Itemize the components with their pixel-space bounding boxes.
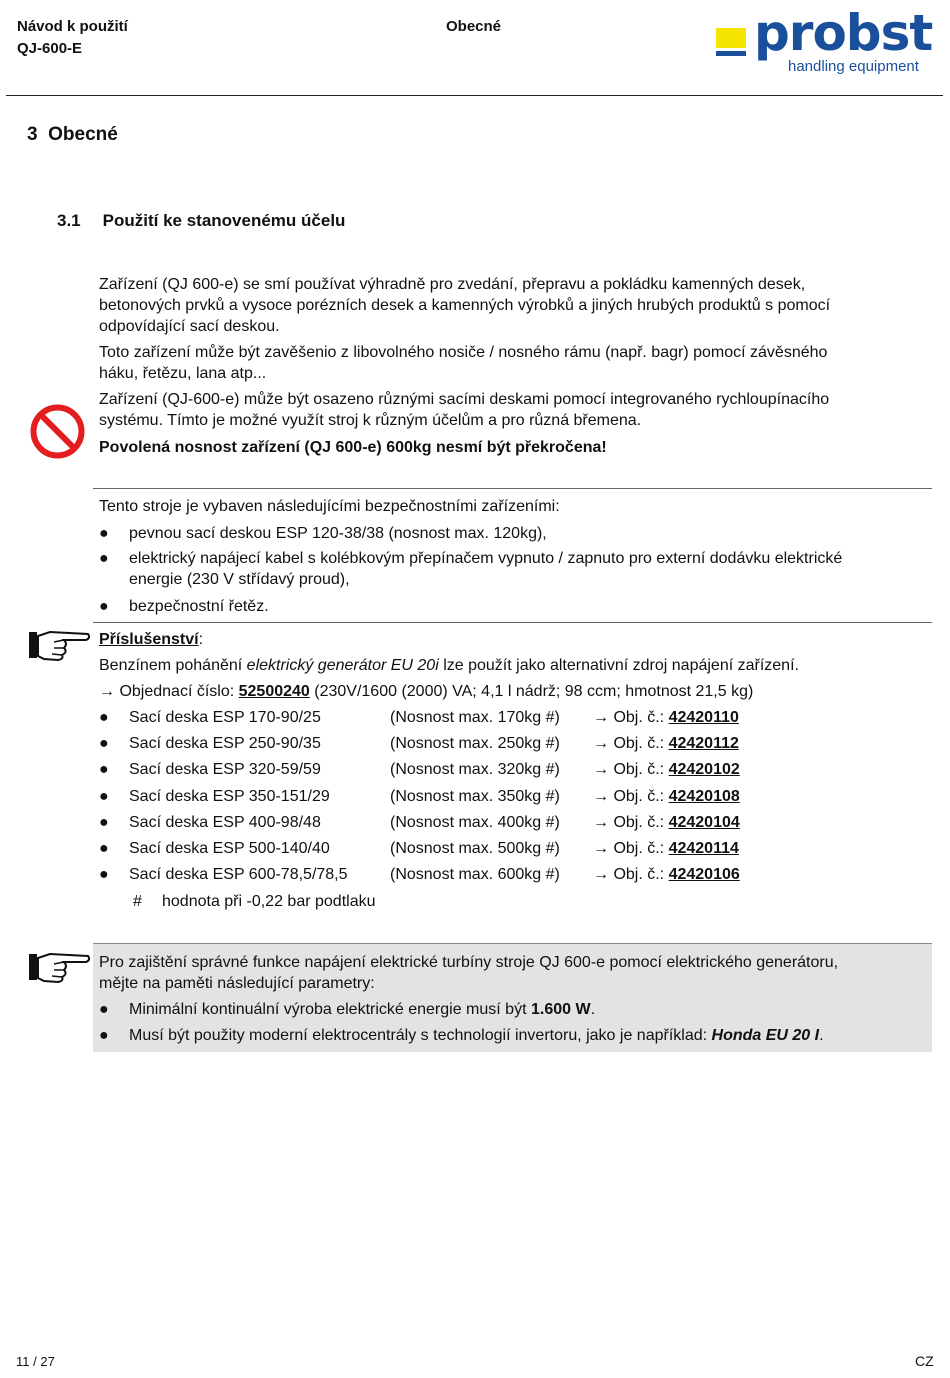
order-label: → Obj. č.: bbox=[593, 761, 669, 779]
plate-name: Sací deska ESP 250-90/35 bbox=[129, 735, 321, 753]
note-line: mějte na paměti následující parametry: bbox=[99, 975, 375, 992]
order-number: 42420110 bbox=[668, 709, 739, 726]
chapter-heading: 3 Obecné bbox=[27, 124, 118, 145]
suction-plate-row: ● Sací deska ESP 600-78,5/78,5 (Nosnost max. 600kg #) → Obj. č.: 42420106 bbox=[99, 866, 740, 884]
section-label: Obecné bbox=[446, 18, 502, 35]
list-item: ● elektrický napájecí kabel s kolébkovým přepínačem vypnuto / zapnuto pro externí dodávku elektrické bbox=[99, 550, 843, 567]
page-number: 11 / 27 bbox=[16, 1354, 55, 1369]
paragraph-line: systému. Tímto je možné využít stroj k různým účelům a pro různá břemena. bbox=[99, 412, 642, 429]
list-item-cont: energie (230 V střídavý proud), bbox=[129, 571, 350, 588]
paragraph-line: Zařízení (QJ 600-e) se smí používat výhradně pro zvedání, přepravu a pokládku kamenných desek, bbox=[99, 276, 806, 293]
generator-order: → Objednací číslo: 52500240 (230V/1600 (2000) VA; 4,1 l nádrž; 98 ccm; hmotnost 21,5 kg) bbox=[99, 683, 754, 700]
plate-capacity: (Nosnost max. 170kg #) bbox=[390, 709, 560, 726]
header-divider bbox=[6, 95, 943, 96]
note-line: Pro zajištění správné funkce napájení elektrické turbíny stroje QJ 600-e pomocí elektrického generátoru, bbox=[99, 954, 839, 971]
plate-capacity: (Nosnost max. 600kg #) bbox=[390, 866, 560, 884]
generator-text: Benzínem pohánění elektrický generátor EU 20i lze použít jako alternativní zdroj napájení zařízení. bbox=[99, 657, 799, 674]
paragraph-line: háku, řetězu, lana atp... bbox=[99, 365, 267, 382]
suction-plate-row: ● Sací deska ESP 350-151/29 (Nosnost max. 350kg #) → Obj. č.: 42420108 bbox=[99, 787, 740, 805]
load-warning: Povolená nosnost zařízení (QJ 600-e) 600kg nesmí být překročena! bbox=[99, 439, 607, 456]
order-label: → Obj. č.: bbox=[593, 735, 669, 753]
order-number: 42420104 bbox=[668, 813, 740, 831]
plate-capacity: (Nosnost max. 350kg #) bbox=[390, 787, 560, 805]
plate-name: Sací deska ESP 600-78,5/78,5 bbox=[129, 866, 348, 884]
subchapter-heading: 3.1 Použití ke stanovenému účelu bbox=[57, 211, 346, 230]
plate-name: Sací deska ESP 500-140/40 bbox=[129, 840, 330, 857]
order-label: → Obj. č.: bbox=[593, 813, 669, 831]
order-number: 42420108 bbox=[668, 787, 740, 805]
order-label: → Obj. č.: bbox=[593, 787, 669, 805]
suction-plate-row: ● Sací deska ESP 250-90/35 (Nosnost max. 250kg #) → Obj. č.: 42420112 bbox=[99, 735, 739, 753]
list-item: ● bezpečnostní řetěz. bbox=[99, 598, 269, 615]
order-number: 42420102 bbox=[668, 761, 740, 779]
suction-plate-row: ● Sací deska ESP 320-59/59 (Nosnost max. 320kg #) → Obj. č.: 42420102 bbox=[99, 761, 740, 779]
plate-name: Sací deska ESP 320-59/59 bbox=[129, 761, 321, 779]
plate-name: Sací deska ESP 170-90/25 bbox=[129, 709, 321, 726]
note-item: ● Minimální kontinuální výroba elektrické energie musí být 1.600 W. bbox=[99, 1001, 596, 1018]
plate-capacity: (Nosnost max. 500kg #) bbox=[390, 840, 560, 857]
plate-capacity: (Nosnost max. 250kg #) bbox=[390, 735, 560, 753]
suction-plate-row: ● Sací deska ESP 500-140/40 (Nosnost max. 500kg #) → Obj. č.: 42420114 bbox=[99, 840, 739, 857]
suction-plate-row: ● Sací deska ESP 400-98/48 (Nosnost max. 400kg #) → Obj. č.: 42420104 bbox=[99, 813, 740, 831]
language-code: CZ bbox=[915, 1353, 934, 1369]
accessories-heading: Příslušenství: bbox=[99, 631, 204, 648]
order-label: → Obj. č.: bbox=[593, 840, 669, 857]
footnote: # hodnota při -0,22 bar podtlaku bbox=[133, 893, 376, 910]
order-number: 42420106 bbox=[668, 866, 740, 884]
list-item: ● pevnou sací deskou ESP 120-38/38 (nosnost max. 120kg), bbox=[99, 525, 547, 542]
paragraph-line: betonových prvků a vysoce porézních desek a kamenných výrobků a jiných hrubých produktů s pomocí bbox=[99, 297, 831, 314]
prohibition-icon bbox=[29, 403, 86, 460]
order-label: → Obj. č.: bbox=[593, 866, 669, 884]
plate-capacity: (Nosnost max. 400kg #) bbox=[390, 813, 560, 831]
order-label: → Obj. č.: bbox=[593, 709, 669, 726]
divider bbox=[93, 622, 932, 623]
order-number: 42420114 bbox=[668, 840, 739, 857]
paragraph-line: odpovídající sací deskou. bbox=[99, 318, 280, 335]
plate-name: Sací deska ESP 350-151/29 bbox=[129, 787, 330, 805]
model-label: QJ-600-E bbox=[17, 40, 83, 57]
plate-name: Sací deska ESP 400-98/48 bbox=[129, 813, 321, 831]
doc-title: Návod k použití bbox=[17, 18, 128, 35]
pointing-hand-icon bbox=[28, 950, 92, 984]
safety-intro: Tento stroje je vybaven následujícími bezpečnostními zařízeními: bbox=[99, 498, 560, 515]
order-number: 42420112 bbox=[668, 735, 739, 753]
suction-plate-row: ● Sací deska ESP 170-90/25 (Nosnost max. 170kg #) → Obj. č.: 42420110 bbox=[99, 709, 739, 726]
probst-logo: probst handling equipment bbox=[716, 18, 932, 78]
divider bbox=[93, 488, 932, 489]
paragraph-line: Toto zařízení může být zavěšenio z libovolného nosiče / nosného rámu (např. bagr) pomocí závěsného bbox=[99, 344, 828, 361]
pointing-hand-icon bbox=[28, 628, 92, 662]
plate-capacity: (Nosnost max. 320kg #) bbox=[390, 761, 560, 779]
note-item: ● Musí být použity moderní elektrocentrály s technologií invertoru, jako je například: Honda EU 20 I. bbox=[99, 1027, 824, 1044]
paragraph-line: Zařízení (QJ-600-e) může být osazeno různými sacími deskami pomocí integrovaného rychloupínacího bbox=[99, 391, 830, 408]
